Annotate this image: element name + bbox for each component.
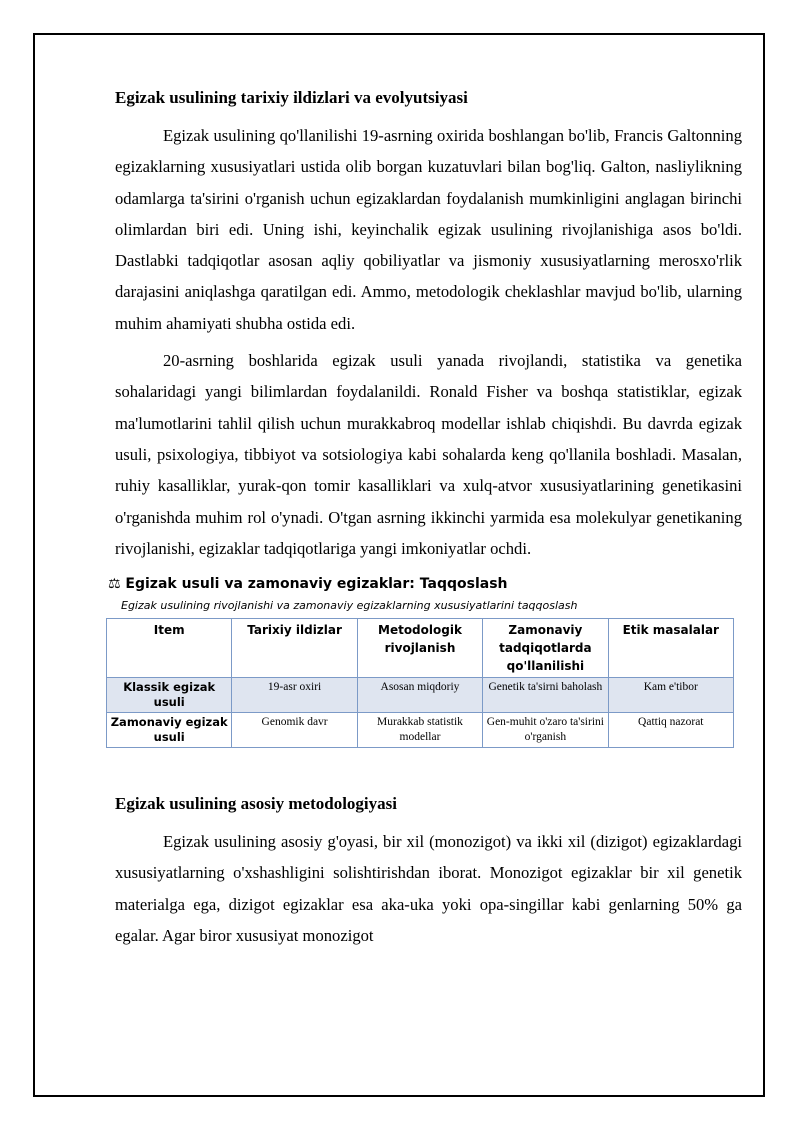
row-label: Zamonaviy egizak usuli [107, 713, 232, 748]
paragraph-history-1: Egizak usulining qo'llanilishi 19-asrning oxirida boshlangan bo'lib, Francis Galtonning egizaklarning xususiyatlari ustida olib borgan kuzatuvlari bilan bog'liq. Galton, nasliylikning odamlarga ta'sirini o'rganish uchun egizaklardan foydalanish mumkinligini anglagan birinchi olimlardan biri edi. Uning ishi, keyinchalik egizak usulining rivojlanishiga asos bo'ldi. Dastlabki tadqiqotlar asosan aqliy qobiliyatlar va jismoniy xususiyatlarning merosxo'rlik darajasini aniqlashga qaratilgan edi. Ammo, metodologik cheklashlar mavjud bo'lib, ularning muhim ahamiyati shubha ostida edi. [115, 126, 742, 333]
header-item: Item [107, 619, 232, 678]
header-historical-roots: Tarixiy ildizlar [232, 619, 357, 678]
table-row [107, 713, 734, 748]
table-cell: Gen-muhit o'zaro ta'sirini o'rganish [483, 713, 608, 748]
table-header-row [107, 619, 734, 678]
table-cell: Genomik davr [232, 713, 357, 748]
table-cell: 19-asr oxiri [232, 678, 357, 713]
table-subtitle: Egizak usulining rivojlanishi va zamonaviy egizaklarning xususiyatlarini taqqoslash [121, 599, 578, 613]
header-ethical-issues: Etik masalalar [608, 619, 733, 678]
table-cell: Qattiq nazorat [608, 713, 733, 748]
section-heading-methodology: Egizak usulining asosiy metodologiyasi [115, 794, 397, 814]
paragraph-methodology-1: Egizak usulining asosiy g'oyasi, bir xil (monozigot) va ikki xil (dizigot) egizaklardagi xususiyatlarning o'xshashligini solishtirishdan iborat. Monozigot egizaklar bir xil genetik materialga ega, dizigot egizaklar esa aka-uka yoki opa-singillar kabi genlarning 50% ga egalar. Agar biror xususiyat monozigot [115, 832, 742, 946]
header-modern-application: Zamonaviy tadqiqotlarda qo'llanilishi [483, 619, 608, 678]
table-cell: Murakkab statistik modellar [357, 713, 482, 748]
table-cell: Genetik ta'sirni baholash [483, 678, 608, 713]
table-row [107, 678, 734, 713]
table-cell: Kam e'tibor [608, 678, 733, 713]
paragraph-history-2: 20-asrning boshlarida egizak usuli yanada rivojlandi, statistika va genetika sohalaridagi yangi bilimlardan foydalanildi. Ronald Fisher va boshqa statistiklar, egizak ma'lumotlarini tahlil qilish uchun murakkabroq modellar ishlab chiqishdi. Bu davrda egizak usuli, psixologiya, tibbiyot va sotsiologiya kabi sohalarda keng qo'llanila boshladi. Masalan, ruhiy kasalliklar, yurak-qon tomir kasalliklari va xulq-atvor xususiyatlarining genetikasini o'rganishda muhim rol o'ynadi. O'tgan asrning ikkinchi yarmida esa molekulyar genetikaning rivojlanishi, egizaklar tadqiqotlariga yangi imkoniyatlar ochdi. [115, 351, 742, 558]
table-title: ⚖ Egizak usuli va zamonaviy egizaklar: Taqqoslash [108, 576, 508, 593]
table-cell: Asosan miqdoriy [357, 678, 482, 713]
document-body [108, 86, 742, 957]
header-methodological-development: Metodologik rivojlanish [357, 619, 482, 678]
row-label: Klassik egizak usuli [107, 678, 232, 713]
spacer [115, 748, 742, 792]
section-heading-history: Egizak usulining tarixiy ildizlari va evolyutsiyasi [115, 88, 468, 107]
comparison-table [106, 618, 734, 748]
